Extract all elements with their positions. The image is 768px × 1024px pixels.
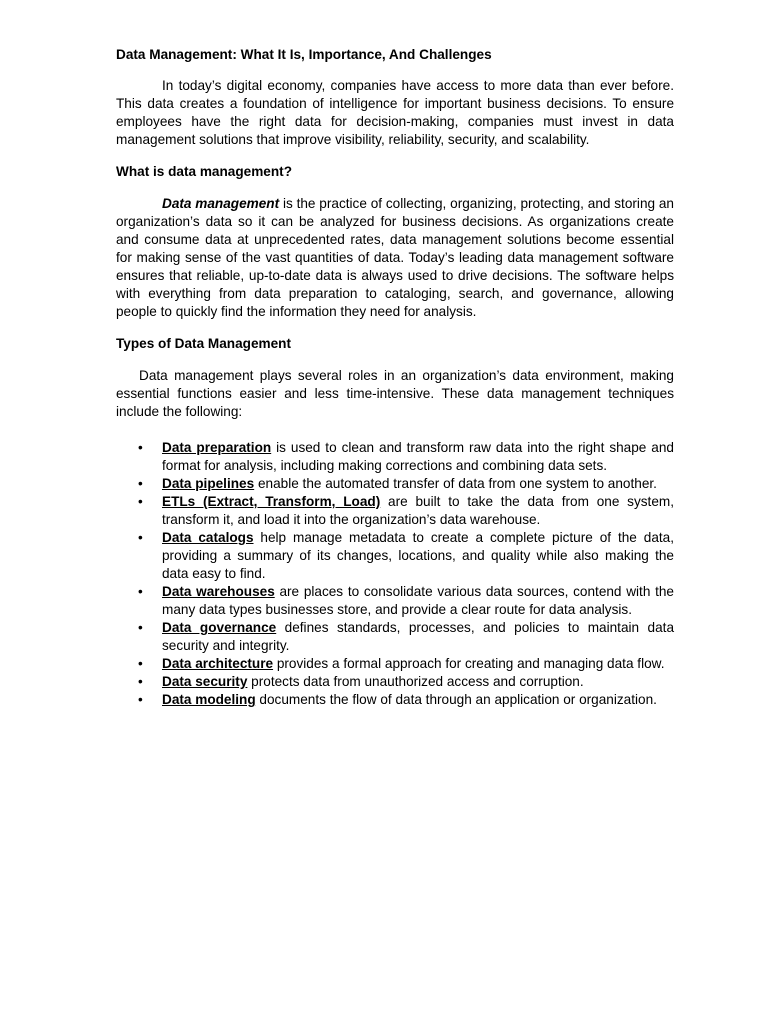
- bullet-icon: •: [138, 692, 143, 707]
- list-item: [116, 583, 674, 619]
- list-item-text: is used to clean and transform raw data into the right shape and format for analysis, including making corrections and combining data sets.: [162, 440, 674, 473]
- intro-paragraph: In today’s digital economy, companies have access to more data than ever before. This data creates a foundation of intelligence for important business decisions. To ensure employees have the right data for decision-making, companies must invest in data management solutions that improve visibility, reliability, security, and scalability.: [116, 78, 674, 147]
- list-item: [116, 691, 674, 709]
- definition-body: is the practice of collecting, organizing, protecting, and storing an organization’s data so it can be analyzed for business decisions. As organizations create and consume data at unprecedented rates, data management solutions become essential for making sense of the vast quantities of data. Today’s leading data management software ensures that reliable, up-to-date data is always used to drive decisions. The software helps with everything from data preparation to cataloging, search, and governance, allowing people to quickly find the information they need for analysis.: [116, 196, 674, 319]
- list-item-text: protects data from unauthorized access and corruption.: [247, 674, 584, 689]
- list-item: [116, 673, 674, 691]
- definition-term: Data management: [162, 196, 280, 211]
- list-item: [116, 655, 674, 673]
- bullet-icon: •: [138, 620, 143, 635]
- bullet-icon: •: [138, 674, 143, 689]
- bullet-icon: •: [138, 656, 143, 671]
- section-heading-types: Types of Data Management: [116, 336, 291, 351]
- bullet-icon: •: [138, 494, 143, 509]
- list-item-term: Data catalogs: [162, 530, 254, 545]
- types-intro-paragraph: Data management plays several roles in an organization’s data environment, making essential functions easier and less time-intensive. These data management techniques include the following:: [116, 368, 674, 419]
- list-item-term: Data preparation: [162, 440, 272, 455]
- bullet-icon: •: [138, 476, 143, 491]
- list-item-term: ETLs (Extract, Transform, Load): [162, 494, 381, 509]
- list-item-term: Data architecture: [162, 656, 274, 671]
- list-item-text: are built to take the data from one system, transform it, and load it into the organization’s data warehouse.: [162, 494, 674, 527]
- document-page: [116, 46, 674, 709]
- list-item: [116, 619, 674, 655]
- list-item-term: Data modeling: [162, 692, 256, 707]
- list-item-text: are places to consolidate various data sources, contend with the many data types businesses store, and provide a clear route for data analysis.: [162, 584, 674, 617]
- list-item-text: help manage metadata to create a complete picture of the data, providing a summary of its changes, locations, and quality while also making the data easy to find.: [162, 530, 674, 581]
- list-item-text: documents the flow of data through an application or organization.: [255, 692, 657, 707]
- list-item-term: Data security: [162, 674, 248, 689]
- document-title: Data Management: What It Is, Importance, And Challenges: [116, 47, 492, 62]
- bullet-icon: •: [138, 584, 143, 599]
- list-item: [116, 439, 674, 475]
- list-item-term: Data warehouses: [162, 584, 275, 599]
- bullet-icon: •: [138, 440, 143, 455]
- list-item-text: enable the automated transfer of data from one system to another.: [254, 476, 657, 491]
- list-item-text: defines standards, processes, and policies to maintain data security and integrity.: [162, 620, 674, 653]
- list-item: [116, 493, 674, 529]
- section-heading-what-is: What is data management?: [116, 164, 292, 179]
- bullet-icon: •: [138, 530, 143, 545]
- list-item: [116, 529, 674, 583]
- list-item-term: Data pipelines: [162, 476, 255, 491]
- list-item-text: provides a formal approach for creating and managing data flow.: [273, 656, 665, 671]
- definition-paragraph: [116, 195, 674, 321]
- list-item: [116, 475, 674, 493]
- types-bullet-list: [116, 439, 674, 709]
- list-item-term: Data governance: [162, 620, 277, 635]
